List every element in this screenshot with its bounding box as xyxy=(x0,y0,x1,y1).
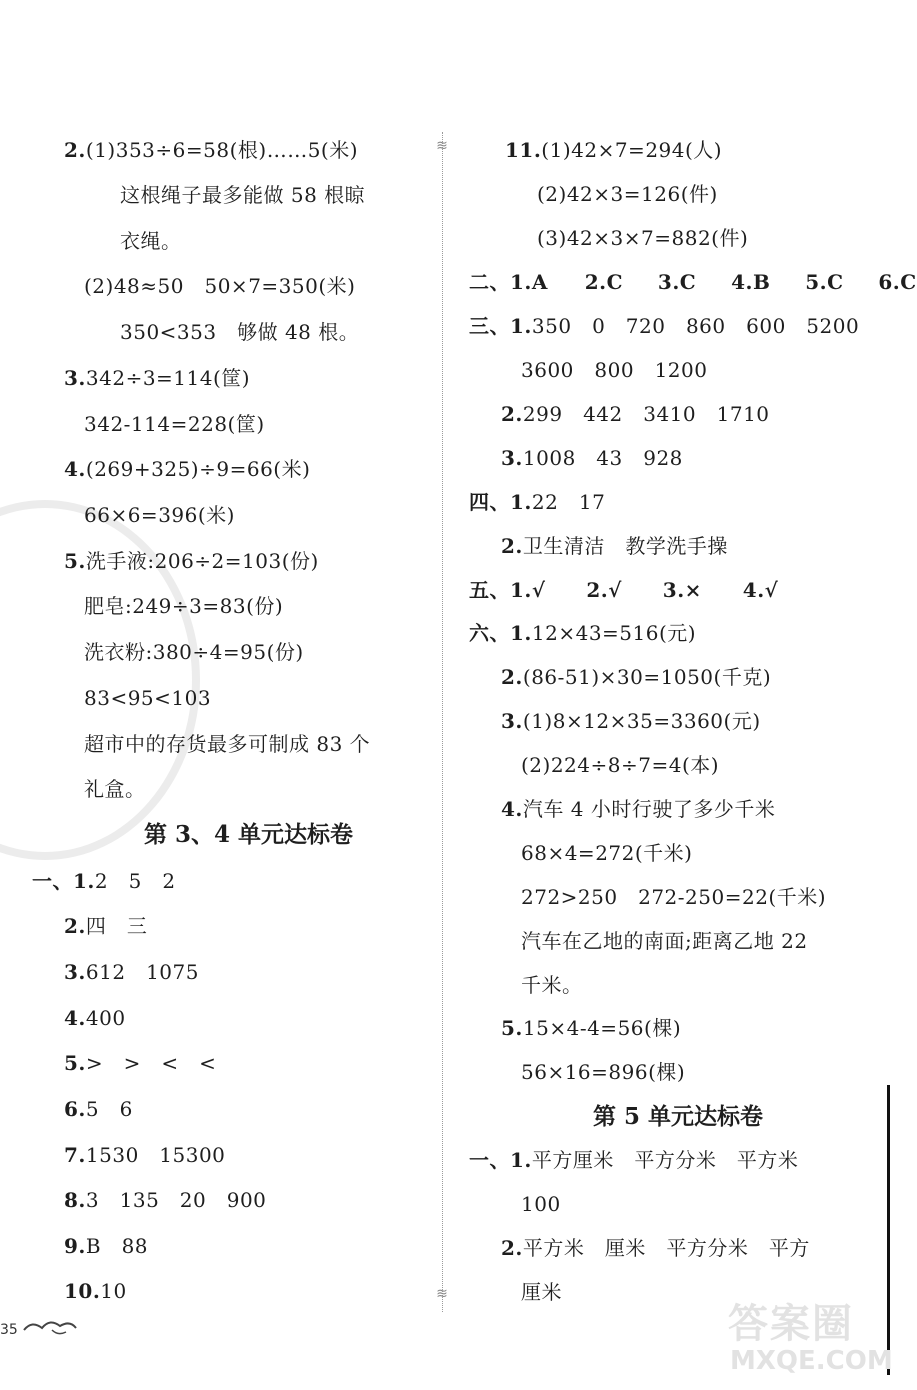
site-url-watermark: MXQE.COM xyxy=(730,1346,893,1376)
answer-line: 肥皂:249÷3=83(份) xyxy=(84,594,284,618)
answer-line: 10.10 xyxy=(64,1279,127,1303)
answer-line: 衣绳。 xyxy=(120,229,182,253)
answer-line: (2)48≈50 50×7=350(米) xyxy=(84,274,356,298)
answer-line: 六、1.12×43=516(元) xyxy=(469,621,697,645)
answer-line: 千米。 xyxy=(521,973,583,997)
answer-line-true-false: 五、1.√ 2.√ 3.× 4.√ xyxy=(469,578,779,602)
answer-line: 350<353 够做 48 根。 xyxy=(120,320,360,344)
answer-line: 7.1530 15300 xyxy=(64,1143,226,1167)
answer-line: 56×16=896(棵) xyxy=(521,1060,686,1084)
answer-line: 这根绳子最多能做 58 根晾 xyxy=(120,183,366,207)
answer-line: 3.1008 43 928 xyxy=(501,446,683,470)
answer-line: 礼盒。 xyxy=(84,777,146,801)
answer-line: 68×4=272(千米) xyxy=(521,841,693,865)
cloud-ornament-icon xyxy=(22,1316,78,1338)
answer-line: 3.342÷3=114(筐) xyxy=(64,366,251,390)
divider-ornament-bottom-icon: ≋ xyxy=(436,1286,448,1302)
answer-line: 一、1.平方厘米 平方分米 平方米 xyxy=(469,1148,799,1172)
answer-line: (3)42×3×7=882(件) xyxy=(537,226,749,250)
answer-line: 2.299 442 3410 1710 xyxy=(501,402,770,426)
answer-line: (2)42×3=126(件) xyxy=(537,182,718,206)
answer-line: 4.400 xyxy=(64,1006,126,1030)
column-divider xyxy=(442,132,444,1312)
site-logo-watermark: 答案圈 xyxy=(728,1301,854,1347)
answer-line: 5.> > < < xyxy=(64,1051,217,1075)
answer-line: 2.平方米 厘米 平方分米 平方 xyxy=(501,1236,810,1260)
answer-line: 4.(269+325)÷9=66(米) xyxy=(64,457,311,481)
answer-line: 83<95<103 xyxy=(84,686,212,710)
answer-line: 2.卫生清洁 教学洗手操 xyxy=(501,534,728,558)
answer-line: 一、1.2 5 2 xyxy=(32,869,176,893)
page-edge-rule xyxy=(887,1085,890,1375)
answer-line: 4.汽车 4 小时行驶了多少千米 xyxy=(501,797,776,821)
answer-line: 6.5 6 xyxy=(64,1097,133,1121)
answer-line: 洗衣粉:380÷4=95(份) xyxy=(84,640,304,664)
answer-line: 厘米 xyxy=(521,1280,562,1304)
answer-line: 66×6=396(米) xyxy=(84,503,235,527)
answer-line-multiple-choice: 二、1.A 2.C 3.C 4.B 5.C 6.C xyxy=(469,270,917,294)
answer-line: 3.612 1075 xyxy=(64,960,199,984)
answer-line: 3.(1)8×12×35=3360(元) xyxy=(501,709,761,733)
answer-line: 8.3 135 20 900 xyxy=(64,1188,267,1212)
answer-line: 2.四 三 xyxy=(64,914,148,938)
answer-line: 272>250 272-250=22(千米) xyxy=(521,885,827,909)
answer-line: 342-114=228(筐) xyxy=(84,412,265,436)
answer-line: 超市中的存货最多可制成 83 个 xyxy=(84,732,371,756)
section-heading-unit-3-4: 第 3、4 单元达标卷 xyxy=(144,821,354,848)
answer-line: 四、1.22 17 xyxy=(469,490,606,514)
divider-ornament-top-icon: ≋ xyxy=(436,138,448,154)
answer-line: 5.15×4-4=56(棵) xyxy=(501,1016,682,1040)
answer-line: 2.(1)353÷6=58(根)……5(米) xyxy=(64,138,359,162)
page-number: 35 xyxy=(0,1322,18,1338)
answer-line: 汽车在乙地的南面;距离乙地 22 xyxy=(521,929,808,953)
answer-line: 11.(1)42×7=294(人) xyxy=(505,138,723,162)
answer-line: 2.(86-51)×30=1050(千克) xyxy=(501,665,772,689)
answer-line: 100 xyxy=(521,1192,561,1216)
answer-line: 3600 800 1200 xyxy=(521,358,708,382)
section-heading-unit-5: 第 5 单元达标卷 xyxy=(593,1103,764,1130)
answer-line: 9.B 88 xyxy=(64,1234,149,1258)
answer-line: 5.洗手液:206÷2=103(份) xyxy=(64,549,319,573)
answer-line: 三、1.350 0 720 860 600 5200 xyxy=(469,314,860,338)
answer-line: (2)224÷8÷7=4(本) xyxy=(521,753,720,777)
